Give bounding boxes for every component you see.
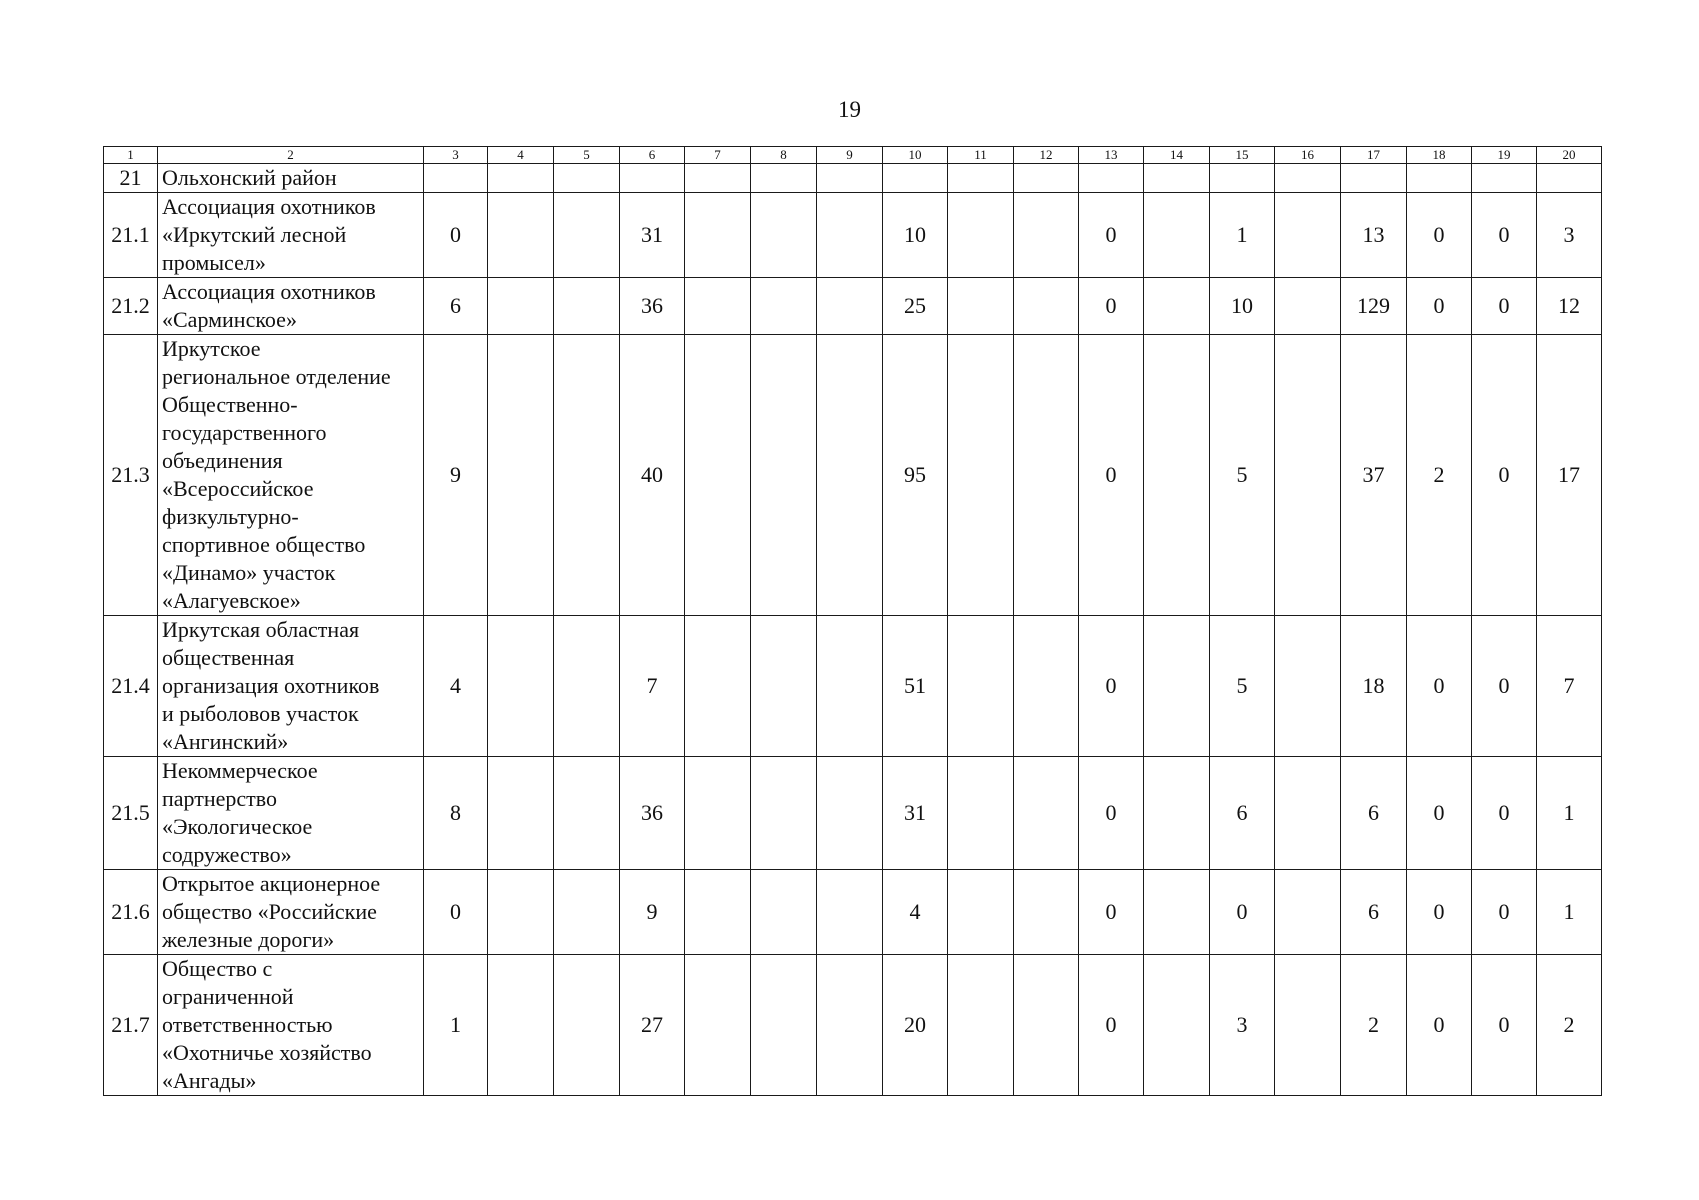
table-row [104,955,1602,1096]
table-row [104,616,1602,757]
column-number-cell: 7 [685,147,751,164]
value-cell [1407,164,1472,193]
value-cell [1144,616,1210,757]
row-code: 21.2 [104,278,158,335]
value-cell [685,164,751,193]
value-cell: 3 [1210,955,1275,1096]
column-number-row [104,147,1602,164]
table-row [104,278,1602,335]
value-cell [817,955,883,1096]
row-name-line: и рыболовов участок [162,701,359,726]
value-cell [817,164,883,193]
column-number-cell: 17 [1341,147,1407,164]
row-name-line: «Иркутский лесной [162,222,347,247]
value-cell [1275,164,1341,193]
value-cell [817,193,883,278]
value-cell [948,335,1014,616]
value-cell: 0 [1472,616,1537,757]
value-cell [751,335,817,616]
value-cell: 25 [883,278,948,335]
value-cell: 1 [1537,870,1602,955]
row-name-line: Ассоциация охотников [162,279,376,304]
value-cell [488,757,554,870]
section-row [104,164,1602,193]
row-code: 21.4 [104,616,158,757]
row-name-line: «Всероссийское [162,476,314,501]
table-row [104,335,1602,616]
column-number-cell: 8 [751,147,817,164]
row-name [158,955,424,1096]
value-cell: 17 [1537,335,1602,616]
value-cell: 0 [1472,955,1537,1096]
value-cell [685,616,751,757]
value-cell: 10 [1210,278,1275,335]
page-number: 19 [838,97,861,122]
column-number-cell: 13 [1079,147,1144,164]
value-cell [1079,164,1144,193]
value-cell: 129 [1341,278,1407,335]
value-cell [554,278,620,335]
value-cell [554,757,620,870]
value-cell: 10 [883,193,948,278]
value-cell: 3 [1537,193,1602,278]
column-number-cell: 14 [1144,147,1210,164]
value-cell: 0 [1407,278,1472,335]
value-cell: 6 [424,278,488,335]
value-cell: 0 [1472,757,1537,870]
value-cell: 37 [1341,335,1407,616]
value-cell [817,870,883,955]
value-cell [1144,757,1210,870]
value-cell [488,616,554,757]
value-cell [1275,955,1341,1096]
row-name-line: промысел» [162,250,266,275]
value-cell [817,757,883,870]
value-cell: 0 [1472,193,1537,278]
column-number-cell: 20 [1537,147,1602,164]
row-name-line: «Охотничье хозяйство [162,1040,372,1065]
row-name-line: Общество с [162,956,273,981]
value-cell [1014,164,1079,193]
data-table [103,146,1602,1096]
value-cell [554,193,620,278]
row-name-line: содружество» [162,842,292,867]
value-cell [1210,164,1275,193]
value-cell: 2 [1341,955,1407,1096]
value-cell [685,335,751,616]
row-name-line: железные дороги» [162,927,335,952]
value-cell: 31 [883,757,948,870]
value-cell [751,164,817,193]
value-cell [685,757,751,870]
value-cell: 1 [424,955,488,1096]
value-cell [948,278,1014,335]
column-number-cell: 9 [817,147,883,164]
value-cell: 0 [1079,335,1144,616]
value-cell [751,616,817,757]
value-cell: 12 [1537,278,1602,335]
row-name-line: Общественно- [162,392,298,417]
value-cell: 6 [1210,757,1275,870]
row-name-line: «Экологическое [162,814,313,839]
row-code: 21.6 [104,870,158,955]
value-cell: 51 [883,616,948,757]
value-cell: 20 [883,955,948,1096]
value-cell [1275,335,1341,616]
value-cell [948,870,1014,955]
value-cell [1144,164,1210,193]
column-number-cell: 1 [104,147,158,164]
value-cell [685,278,751,335]
value-cell [1144,278,1210,335]
value-cell [948,193,1014,278]
row-name-line: Ассоциация охотников [162,194,376,219]
value-cell: 0 [1472,335,1537,616]
value-cell [554,164,620,193]
value-cell [424,164,488,193]
row-name-line: партнерство [162,786,278,811]
value-cell [1014,757,1079,870]
value-cell [1275,870,1341,955]
column-number-cell: 16 [1275,147,1341,164]
value-cell: 0 [1079,193,1144,278]
row-name-line: объединения [162,448,283,473]
section-name: Ольхонский район [158,164,424,193]
column-number-cell: 15 [1210,147,1275,164]
value-cell: 2 [1407,335,1472,616]
row-name-line: региональное отделение [162,364,391,389]
row-name-line: физкультурно- [162,504,299,529]
value-cell: 0 [1210,870,1275,955]
value-cell [817,278,883,335]
value-cell: 8 [424,757,488,870]
value-cell [685,955,751,1096]
value-cell: 0 [1079,616,1144,757]
value-cell [554,616,620,757]
value-cell: 9 [424,335,488,616]
column-number-cell: 2 [158,147,424,164]
value-cell [948,757,1014,870]
row-name [158,757,424,870]
value-cell [883,164,948,193]
value-cell [817,335,883,616]
value-cell: 36 [620,757,685,870]
row-name-line: ответственностью [162,1012,333,1037]
value-cell [1014,955,1079,1096]
value-cell [751,278,817,335]
value-cell: 5 [1210,335,1275,616]
value-cell [1144,870,1210,955]
value-cell: 6 [1341,757,1407,870]
column-number-cell: 4 [488,147,554,164]
value-cell [488,164,554,193]
value-cell: 0 [1079,278,1144,335]
table-row [104,757,1602,870]
row-name-line: государственного [162,420,327,445]
row-name-line: Открытое акционерное [162,871,381,896]
row-name [158,278,424,335]
value-cell [554,335,620,616]
value-cell: 2 [1537,955,1602,1096]
value-cell [620,164,685,193]
value-cell: 0 [424,193,488,278]
value-cell: 31 [620,193,685,278]
section-code: 21 [104,164,158,193]
value-cell: 7 [620,616,685,757]
table-row [104,870,1602,955]
value-cell [488,278,554,335]
column-number-cell: 3 [424,147,488,164]
row-name-line: «Алагуевское» [162,588,301,613]
row-name-line: «Ангинский» [162,729,289,754]
value-cell [751,757,817,870]
value-cell [488,955,554,1096]
value-cell [948,616,1014,757]
value-cell: 18 [1341,616,1407,757]
value-cell [488,193,554,278]
value-cell [751,870,817,955]
row-name-line: спортивное общество [162,532,366,557]
value-cell: 0 [424,870,488,955]
value-cell: 6 [1341,870,1407,955]
row-name [158,616,424,757]
value-cell: 9 [620,870,685,955]
value-cell [948,164,1014,193]
row-name [158,870,424,955]
row-name-line: Некоммерческое [162,758,318,783]
value-cell [751,955,817,1096]
value-cell: 4 [424,616,488,757]
column-number-cell: 19 [1472,147,1537,164]
value-cell [554,955,620,1096]
value-cell [488,335,554,616]
value-cell: 0 [1407,193,1472,278]
row-name-line: Иркутское [162,336,261,361]
value-cell: 13 [1341,193,1407,278]
row-name-line: «Сарминское» [162,307,297,332]
value-cell [1275,757,1341,870]
value-cell [1275,278,1341,335]
value-cell [1014,616,1079,757]
value-cell [1014,870,1079,955]
row-code: 21.3 [104,335,158,616]
row-name [158,335,424,616]
column-number-cell: 11 [948,147,1014,164]
row-name-line: «Динамо» участок [162,560,336,585]
value-cell [948,955,1014,1096]
value-cell: 0 [1472,870,1537,955]
column-number-cell: 10 [883,147,948,164]
row-name-line: общество «Российские [162,899,377,924]
value-cell: 0 [1079,870,1144,955]
column-number-cell: 6 [620,147,685,164]
value-cell: 36 [620,278,685,335]
value-cell [1275,193,1341,278]
row-name-line: общественная [162,645,295,670]
table-row [104,193,1602,278]
column-number-cell: 18 [1407,147,1472,164]
value-cell: 0 [1407,870,1472,955]
value-cell: 0 [1472,278,1537,335]
row-code: 21.1 [104,193,158,278]
value-cell [685,870,751,955]
column-number-cell: 12 [1014,147,1079,164]
value-cell [817,616,883,757]
value-cell [1014,193,1079,278]
value-cell: 0 [1079,955,1144,1096]
value-cell: 4 [883,870,948,955]
value-cell [1144,335,1210,616]
value-cell [1341,164,1407,193]
row-name [158,193,424,278]
value-cell [1144,193,1210,278]
value-cell [1472,164,1537,193]
column-number-cell: 5 [554,147,620,164]
row-name-line: ограниченной [162,984,294,1009]
row-code: 21.7 [104,955,158,1096]
row-name-line: «Ангады» [162,1068,257,1093]
value-cell: 0 [1407,955,1472,1096]
row-name-line: организация охотников [162,673,380,698]
value-cell: 0 [1407,616,1472,757]
value-cell [488,870,554,955]
value-cell [685,193,751,278]
value-cell: 27 [620,955,685,1096]
value-cell [751,193,817,278]
value-cell [1144,955,1210,1096]
value-cell [1014,278,1079,335]
value-cell: 7 [1537,616,1602,757]
value-cell [554,870,620,955]
value-cell: 0 [1079,757,1144,870]
value-cell [1275,616,1341,757]
value-cell: 1 [1210,193,1275,278]
value-cell: 0 [1407,757,1472,870]
value-cell [1537,164,1602,193]
value-cell: 5 [1210,616,1275,757]
value-cell [1014,335,1079,616]
value-cell: 1 [1537,757,1602,870]
value-cell: 95 [883,335,948,616]
value-cell: 40 [620,335,685,616]
row-name-line: Иркутская областная [162,617,360,642]
row-code: 21.5 [104,757,158,870]
